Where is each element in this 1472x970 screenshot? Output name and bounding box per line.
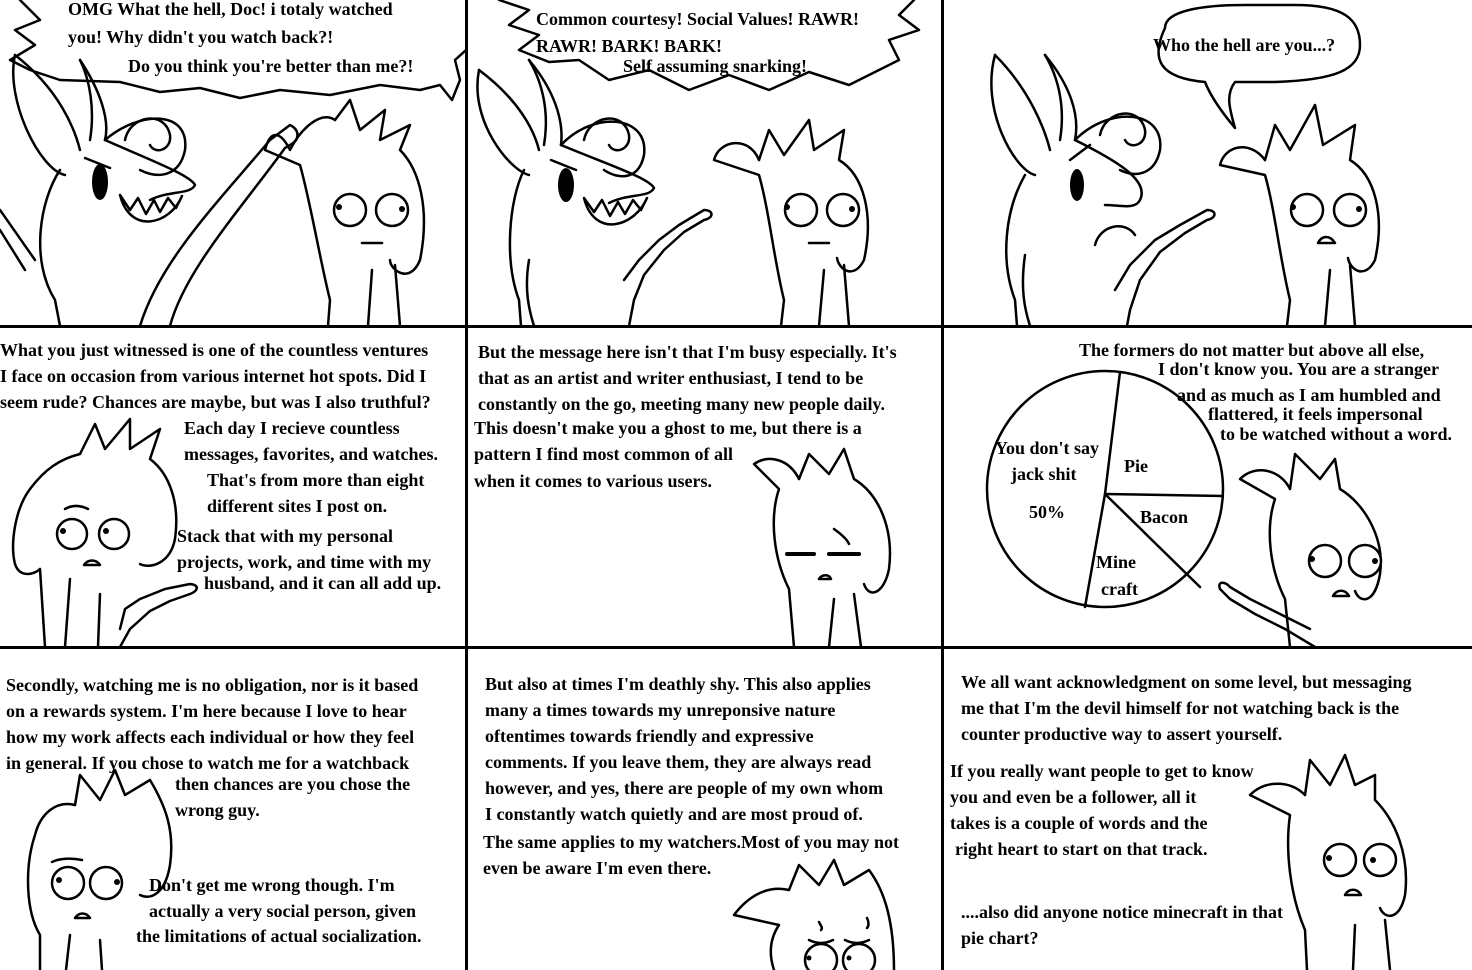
p9-text-5: you and even be a follower, all it [950,787,1197,807]
p9-text-1: We all want acknowledgment on some level, but messaging [961,672,1412,692]
panel-7 [0,650,466,970]
panel-9 [945,650,1472,970]
panel-8 [469,650,942,970]
speech-bubble [1158,5,1360,128]
p9-text-4: If you really want people to get to know [950,761,1254,781]
p4-text-8: Stack that with my personal [177,526,394,546]
p6-text-5: to be watched without a word. [1220,424,1452,444]
p4-text-10: husband, and it can all add up. [204,573,442,593]
boy-pointing-arm [1219,583,1315,647]
pie-label-4-line1: Mine [1096,552,1136,572]
p6-text-1: The formers do not matter but above all else, [1079,340,1425,360]
p2-text-3: Self assuming snarking! [623,56,808,76]
panel-3 [945,0,1472,326]
panel-4 [0,329,466,647]
p4-text-2: I face on occasion from various internet hot spots. Did I [0,366,427,386]
p5-text-3: constantly on the go, meeting many new people daily. [478,394,886,414]
p7-text-1: Secondly, watching me is no obligation, nor is it based [6,675,419,695]
p4-text-4: Each day I recieve countless [184,418,400,438]
p7-text-4: in general. If you chose to watch me for a watchback [6,753,410,773]
p9-text-8: ....also did anyone notice minecraft in that [961,902,1283,922]
p8-text-1: But also at times I'm deathly shy. This also applies [485,674,871,694]
p8-text-6: I constantly watch quietly and are most proud of. [485,804,863,824]
panel-1 [0,0,466,326]
panel-border-vertical-1 [465,0,468,970]
p8-text-2: many a times towards my unreponsive nature [485,700,836,720]
p9-text-9: pie chart? [961,928,1039,948]
p2-text-2: RAWR! BARK! BARK! [536,36,722,56]
pie-label-1-value: 50% [1029,502,1065,522]
p5-text-6: when it comes to various users. [474,471,712,491]
pie-divider-1 [1105,372,1120,494]
p8-text-4: comments. If you leave them, they are always read [485,752,872,772]
p5-text-1: But the message here isn't that I'm busy especially. It's [478,342,897,362]
p7-text-7: Don't get me wrong though. I'm [149,875,395,895]
p4-text-7: different sites I post on. [207,496,388,516]
p4-text-9: projects, work, and time with my [177,552,432,572]
p9-text-6: takes is a couple of words and the [950,813,1208,833]
pie-label-2: Pie [1124,456,1148,476]
p9-text-2: me that I'm the devil himself for not watching back is the [961,698,1400,718]
boy-hair [265,117,335,326]
p1-text-1: OMG What the hell, Doc! i totaly watched [68,0,393,19]
p7-text-2: on a rewards system. I'm here because I love to hear [6,701,407,721]
dog-pointing-arm [624,210,712,326]
pie-label-3: Bacon [1140,507,1189,527]
p8-text-7: The same applies to my watchers.Most of you may not [483,832,899,852]
pie-label-1-line1: You don't say [995,438,1100,458]
p4-text-5: messages, favorites, and watches. [184,444,438,464]
p1-text-2: you! Why didn't you watch back?! [68,27,334,47]
p7-text-6: wrong guy. [175,800,260,820]
p7-text-9: the limitations of actual socialization. [136,926,422,946]
p7-text-3: how my work affects each individual or how they feel [6,727,415,747]
p9-text-7: right heart to start on that track. [955,839,1208,859]
panel-5 [469,329,942,647]
p8-text-3: oftentimes towards friendly and expressive [485,726,814,746]
p5-text-5: pattern I find most common of all [474,444,733,464]
p8-text-8: even be aware I'm even there. [483,858,712,878]
p5-text-4: This doesn't make you a ghost to me, but there is a [474,418,862,438]
p5-text-2: that as an artist and writer enthusiast, I tend to be [478,368,864,388]
pie-label-4-line2: craft [1101,579,1138,599]
panel-border-horizontal-2 [0,646,1472,649]
p7-text-5: then chances are you chose the [175,774,411,794]
p8-text-5: however, and yes, there are people of my own whom [485,778,884,798]
p4-text-1: What you just witnessed is one of the countless ventures [0,340,429,360]
p6-text-4: flattered, it feels impersonal [1208,404,1423,424]
p3-bubble-text: Who the hell are you...? [1153,35,1336,55]
p6-text-3: and as much as I am humbled and [1177,385,1441,405]
pie-label-1-line2: jack shit [1011,464,1077,484]
p2-text-1: Common courtesy! Social Values! RAWR! [536,9,859,29]
pie-divider-2 [1105,494,1223,496]
panel-2 [469,0,942,326]
p1-text-3: Do you think you're better than me?! [128,56,414,76]
p7-text-8: actually a very social person, given [149,901,416,921]
panel-border-horizontal-1 [0,325,1472,328]
p6-text-2: I don't know you. You are a stranger [1158,359,1440,379]
panel-border-vertical-2 [941,0,944,970]
p4-text-6: That's from more than eight [207,470,425,490]
panel-6 [945,329,1472,647]
p9-text-3: counter productive way to assert yourself. [961,724,1283,744]
p4-text-3: seem rude? Chances are maybe, but was I also truthful? [0,392,431,412]
dog-frown [1095,226,1135,245]
dog-head [40,170,60,326]
